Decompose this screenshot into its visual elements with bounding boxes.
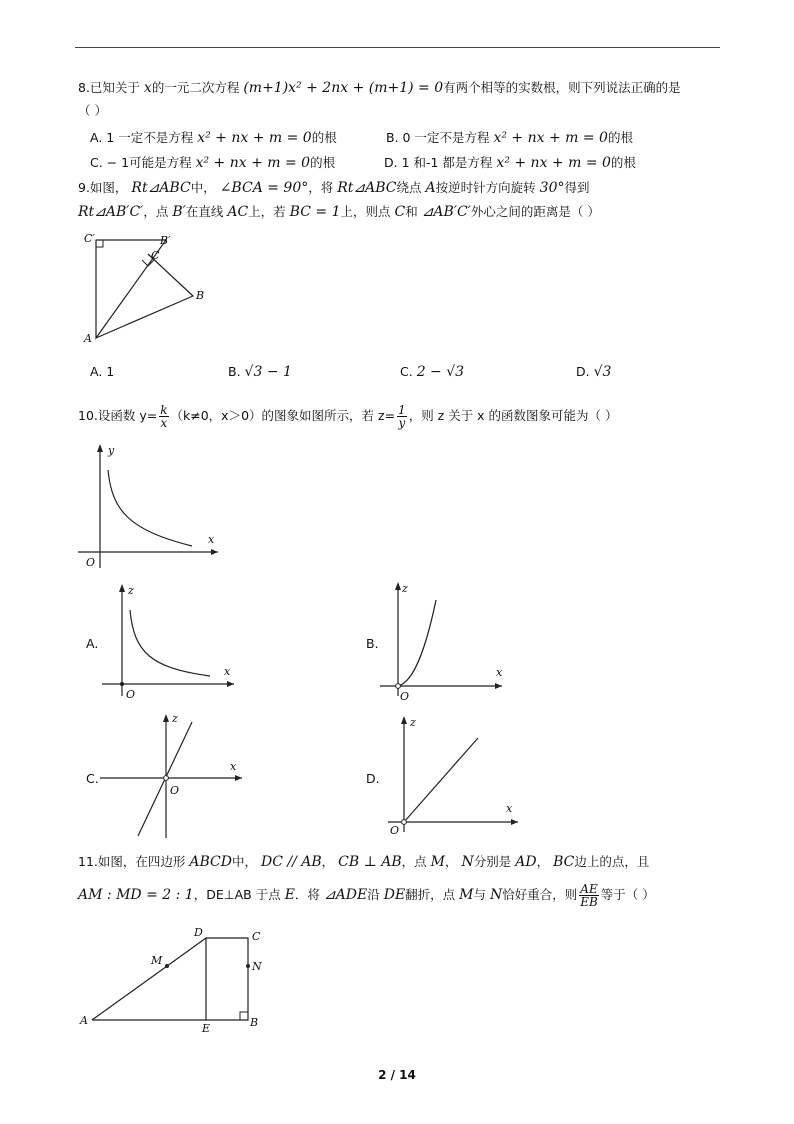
- q9-l2-b: ，点: [143, 204, 169, 219]
- q10-frac2-num: 1: [398, 403, 406, 417]
- q9-l2-d: 在直线: [185, 204, 224, 219]
- q8-option-a[interactable]: [90, 128, 337, 146]
- q9-l1-d: ∠BCA = 90°: [219, 180, 309, 196]
- q8-paren: （ ）: [78, 103, 107, 118]
- q9-l1-g: 绕点: [396, 180, 422, 195]
- q10-frac1-num: k: [160, 403, 168, 417]
- q10-main-y-label: y: [108, 444, 115, 457]
- q10-frac2-den: y: [398, 416, 406, 430]
- q11-l1-h: M: [430, 854, 445, 870]
- q10-frac-1y: [397, 404, 407, 429]
- q8-option-b-text: B. 0 一定不是方程: [386, 130, 490, 145]
- q11-l1-k: 分别是: [473, 854, 512, 869]
- q9-l2-k: ⊿AB′C′: [421, 204, 471, 220]
- q11-fig-label-e: E: [202, 1022, 211, 1034]
- q9-option-c-label: C.: [400, 364, 413, 379]
- q11-l2-h: 翻折，点: [405, 887, 456, 902]
- q11-l2-a: AM : MD = 2 : 1: [78, 887, 194, 903]
- q10-main-graph: [74, 440, 224, 572]
- q10-option-c-graph[interactable]: [98, 710, 248, 842]
- q9-triangle-figure: [78, 228, 218, 343]
- q9-option-a[interactable]: A. 1: [90, 364, 115, 379]
- q8-option-d[interactable]: [384, 153, 636, 171]
- q8-option-c[interactable]: [90, 153, 335, 171]
- q10-c-origin-label: O: [170, 784, 180, 797]
- q10-a-origin-label: O: [126, 688, 136, 700]
- q10-b-z-label: z: [402, 582, 408, 595]
- q10-option-c[interactable]: C.: [86, 771, 99, 786]
- q10-d-x-label: x: [506, 802, 513, 815]
- q9-l1-e: ，将: [308, 180, 334, 195]
- q8-option-a-eq: x² + nx + m = 0: [197, 130, 312, 146]
- q8-stem-c: 有两个相等的实数根，则下列说法正确的是: [443, 80, 681, 95]
- page-number: 2 / 14: [378, 1068, 416, 1082]
- q8-option-b-eq: x² + nx + m = 0: [493, 130, 608, 146]
- q9-l2-j: 和: [405, 204, 418, 219]
- q11-l1-j: N: [461, 854, 474, 870]
- q8-stem-a: 8.已知关于: [78, 80, 140, 95]
- q11-fig-label-c: C: [252, 930, 261, 943]
- q11-l1-n: BC: [553, 854, 575, 870]
- q8-equation: (m+1)x² + 2nx + (m+1) = 0: [243, 80, 444, 96]
- q8-stem: [78, 78, 681, 98]
- q10-stem-a: 10.设函数 y=: [78, 408, 158, 423]
- q10-option-d[interactable]: D.: [366, 771, 380, 786]
- q9-l2-l: 外心之间的距离是（ ）: [470, 204, 600, 219]
- q11-l1-b: ABCD: [189, 854, 232, 870]
- q11-l1-i: ，: [444, 854, 458, 869]
- q10-option-a[interactable]: A.: [86, 636, 99, 651]
- q9-l2-g: BC = 1: [289, 204, 341, 220]
- q11-fig-label-a: A: [80, 1014, 88, 1027]
- q10-frac1-den: x: [160, 416, 168, 430]
- q11-frac-den: EB: [580, 895, 598, 909]
- q8-option-b-tail: 的根: [607, 130, 633, 145]
- q8-stem-b: 的一元二次方程: [151, 80, 240, 95]
- q9-l1-f: Rt⊿ABC: [337, 180, 397, 196]
- q10-b-x-label: x: [496, 666, 503, 679]
- q11-l2-b: ，DE⊥AB 于点: [193, 887, 281, 902]
- q9-option-b-value: √3 − 1: [244, 364, 292, 380]
- q10-c-x-label: x: [230, 760, 237, 773]
- q11-l2-e: ⊿ADE: [323, 887, 368, 903]
- q11-l2-m: 等于（ ）: [600, 887, 655, 902]
- q11-stem-line1: [78, 852, 649, 872]
- q11-l1-e: ，: [321, 854, 335, 869]
- q8-option-c-tail: 的根: [310, 155, 336, 170]
- q9-l1-i: 按逆时针方向旋转: [435, 180, 536, 195]
- q11-fig-label-d: D: [194, 926, 203, 939]
- q11-l1-c: 中，: [231, 854, 257, 869]
- q11-l2-d: ．将: [294, 887, 320, 902]
- q9-fig-label-b: B: [196, 289, 205, 302]
- q11-l2-c: E: [284, 887, 295, 903]
- q9-l2-a: Rt⊿AB′C′: [78, 204, 144, 220]
- q8-option-d-tail: 的根: [610, 155, 636, 170]
- q9-l2-c: B′: [172, 204, 186, 220]
- q10-stem-c: ，则 z 关于 x 的函数图象可能为（ ）: [408, 408, 618, 423]
- q9-l1-h: A: [425, 180, 436, 196]
- q11-stem-line2: [78, 880, 655, 910]
- q10-main-origin-label: O: [86, 556, 96, 569]
- q8-option-b[interactable]: [386, 128, 633, 146]
- q11-frac-ae-eb: [579, 883, 598, 908]
- q11-l1-m: ，: [536, 854, 550, 869]
- q9-fig-label-c: C: [151, 249, 160, 262]
- q11-l1-o: 边上的点，且: [574, 854, 650, 869]
- q9-l1-j: 30°: [539, 180, 565, 196]
- q10-option-a-graph[interactable]: [100, 580, 240, 700]
- q11-l2-f: 沿: [367, 887, 380, 902]
- q10-c-z-label: z: [172, 712, 178, 725]
- q10-b-origin-label: O: [400, 690, 410, 702]
- q9-l2-f: 上，若: [248, 204, 286, 219]
- q11-fig-label-b: B: [250, 1016, 259, 1029]
- q10-d-origin-label: O: [390, 824, 400, 836]
- q9-stem-line2: [78, 202, 600, 222]
- q11-fig-label-m: M: [151, 954, 163, 967]
- q9-l1-k: 得到: [564, 180, 590, 195]
- q11-quadrilateral-figure: [76, 922, 276, 1034]
- header-rule: [75, 47, 720, 48]
- q11-l1-l: AD: [515, 854, 537, 870]
- q11-l1-g: ，点: [401, 854, 427, 869]
- q11-l2-j: 与: [473, 887, 487, 902]
- q8-option-d-eq: x² + nx + m = 0: [496, 155, 611, 171]
- q8-var-x: x: [143, 80, 152, 96]
- q9-option-b-label: B.: [228, 364, 241, 379]
- q11-l1-d: DC // AB: [260, 854, 322, 870]
- q8-option-c-text: C. − 1可能是方程: [90, 155, 192, 170]
- q9-fig-label-cprime: C′: [84, 232, 95, 245]
- q10-main-x-label: x: [208, 533, 215, 546]
- q10-d-z-label: z: [410, 716, 416, 729]
- q10-stem: [78, 402, 618, 430]
- q11-l2-i: M: [459, 887, 474, 903]
- q11-l1-a: 11.如图，在四边形: [78, 854, 186, 869]
- q9-l2-i: C: [394, 204, 406, 220]
- q9-fig-label-bprime: B′: [160, 234, 171, 247]
- q10-option-d-graph[interactable]: [384, 712, 524, 836]
- q9-option-c[interactable]: [400, 364, 464, 380]
- q9-l1-a: 9.如图，: [78, 180, 128, 195]
- q11-l1-f: CB ⊥ AB: [338, 854, 402, 870]
- q9-option-d-value: √3: [593, 364, 612, 380]
- q9-fig-label-a: A: [84, 332, 92, 343]
- q9-option-b[interactable]: [228, 364, 292, 380]
- q11-l2-l: 恰好重合，则: [502, 887, 578, 902]
- q9-stem-line1: [78, 178, 590, 198]
- q11-l2-g: DE: [383, 887, 406, 903]
- q9-option-d-label: D.: [576, 364, 590, 379]
- q9-l2-h: 上，则点: [340, 204, 391, 219]
- q10-a-z-label: z: [128, 584, 134, 597]
- q8-option-c-eq: x² + nx + m = 0: [195, 155, 311, 171]
- q11-fig-label-n: N: [252, 960, 262, 973]
- q8-option-a-text: A. 1 一定不是方程: [90, 130, 194, 145]
- q9-option-c-value: 2 − √3: [416, 364, 465, 380]
- q9-option-d[interactable]: [576, 364, 611, 380]
- q8-option-a-tail: 的根: [311, 130, 337, 145]
- q11-frac-num: AE: [580, 882, 598, 896]
- q9-l1-c: 中，: [190, 180, 216, 195]
- q11-l2-k: N: [490, 887, 503, 903]
- q10-option-b-graph[interactable]: [378, 578, 508, 702]
- q9-l1-b: Rt⊿ABC: [131, 180, 191, 196]
- q10-stem-b: （k≠0，x＞0）的图象如图所示，若 z=: [170, 408, 396, 423]
- q8-option-d-text: D. 1 和-1 都是方程: [384, 155, 493, 170]
- q10-frac-kx: [159, 404, 168, 429]
- q10-option-b[interactable]: B.: [366, 636, 379, 651]
- q9-l2-e: AC: [227, 204, 249, 220]
- q10-a-x-label: x: [224, 665, 231, 678]
